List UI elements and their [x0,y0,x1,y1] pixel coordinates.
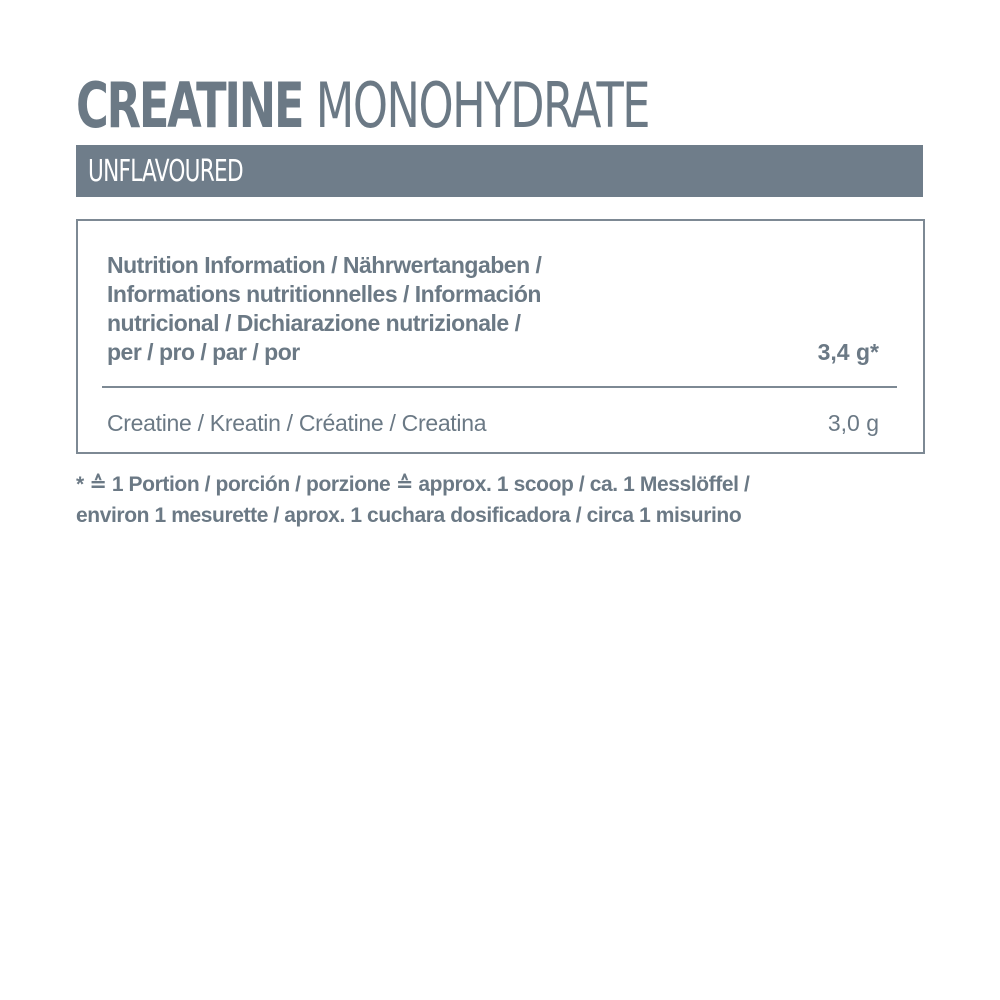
serving-footnote [76,469,926,531]
nutrition-heading-line: Nutrition Information / Nährwertangaben / [107,252,542,278]
nutrient-label: Creatine / Kreatin / Créatine / Creatina [107,410,487,436]
flavour-bar [76,145,923,197]
nutrition-heading-line: Informations nutritionnelles / Información [107,281,541,307]
product-title [76,68,649,144]
product-name-light: MONOHYDRATE [315,69,650,142]
footnote-line: environ 1 mesurette / aprox. 1 cuchara dosificadora / circa 1 misurino [76,504,742,527]
footnote-line: * ≙ 1 Portion / porción / porzione ≙ approx. 1 scoop / ca. 1 Messlöffel / [76,473,750,496]
nutrient-value: 3,0 g [827,410,879,436]
nutrition-heading-line: nutricional / Dichiarazione nutrizionale / [107,310,521,336]
product-name-bold: CREATINE [76,69,303,142]
nutrition-heading-line: per / pro / par / por [107,339,300,365]
nutrition-panel [76,219,925,454]
flavour-label: UNFLAVOURED [88,154,243,189]
nutrition-heading [107,251,627,367]
panel-divider [102,386,897,388]
serving-size: 3,4 g* [817,339,879,365]
